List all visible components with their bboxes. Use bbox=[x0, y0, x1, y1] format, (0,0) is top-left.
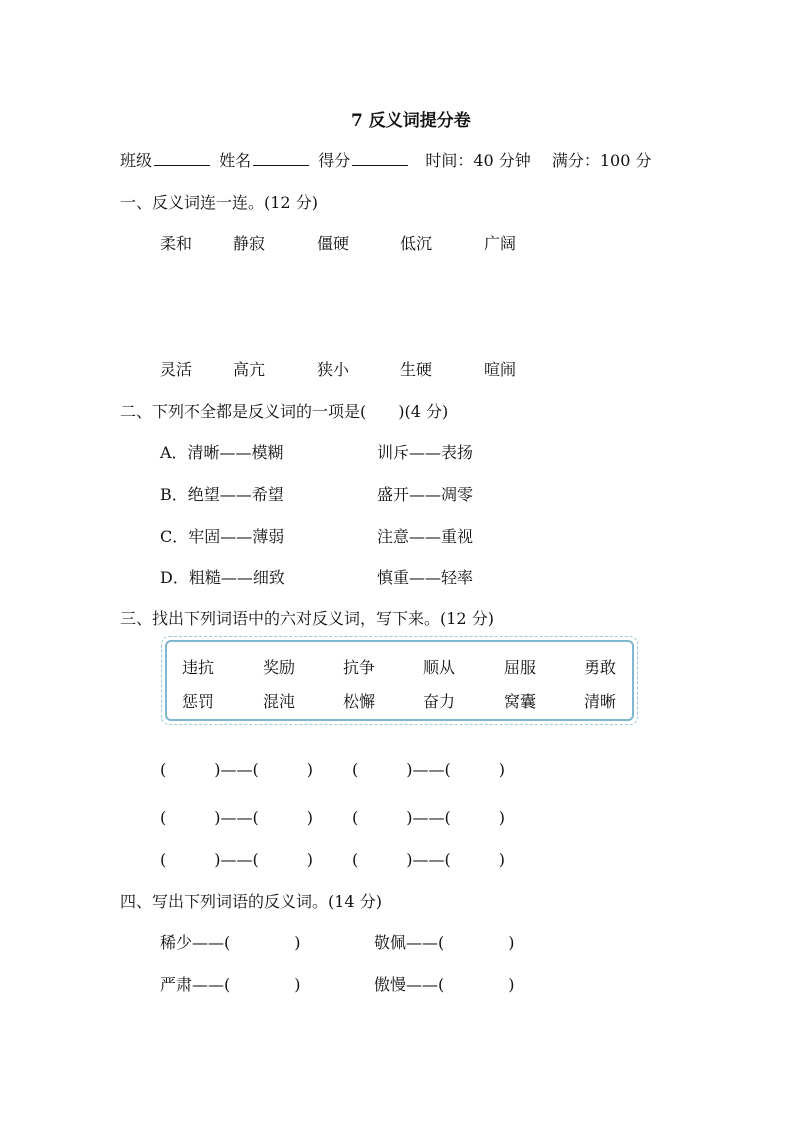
page-title: 7 反义词提分卷 bbox=[351, 111, 471, 131]
q3-box-word: 清晰 bbox=[584, 692, 617, 711]
q2-option-b[interactable]: B．绝望——希望 bbox=[160, 485, 284, 504]
q3-box-word: 惩罚 bbox=[182, 692, 215, 711]
q2-option-d[interactable]: D．粗糙——细致 bbox=[160, 568, 285, 587]
q3-box-word: 松懈 bbox=[343, 692, 376, 711]
q1-bottom-word[interactable]: 灵活 bbox=[160, 360, 193, 379]
q4-heading: 四、写出下列词语的反义词。(14 分) bbox=[120, 892, 382, 911]
q3-answer-pair[interactable]: ( )——( ) bbox=[160, 808, 313, 827]
q3-box-word: 顺从 bbox=[423, 658, 456, 677]
name-blank[interactable] bbox=[253, 151, 309, 166]
full-score: 满分：100 分 bbox=[551, 151, 652, 170]
q3-answer-pair[interactable]: ( )——( ) bbox=[352, 808, 505, 827]
q3-answer-pair[interactable]: ( )——( ) bbox=[352, 760, 505, 779]
q4-item[interactable]: 傲慢——( ) bbox=[374, 975, 515, 994]
q3-answer-pair[interactable]: ( )——( ) bbox=[352, 850, 505, 869]
q2-option-c[interactable]: C．牢固——薄弱 bbox=[160, 527, 285, 546]
q3-box-word: 抗争 bbox=[343, 658, 376, 677]
q3-answer-pair[interactable]: ( )——( ) bbox=[160, 850, 313, 869]
q2-option-d-second: 慎重——轻率 bbox=[377, 568, 474, 587]
student-info-line bbox=[120, 148, 652, 171]
q3-box-word: 屈服 bbox=[504, 658, 537, 677]
q1-bottom-word[interactable]: 喧闹 bbox=[484, 360, 517, 379]
q2-option-a[interactable]: A．清晰——模糊 bbox=[160, 443, 284, 462]
q1-bottom-word[interactable]: 狭小 bbox=[317, 360, 350, 379]
q3-box-word: 违抗 bbox=[182, 658, 215, 677]
time-limit: 时间：40 分钟 bbox=[425, 151, 531, 170]
q3-box-word: 勇敢 bbox=[584, 658, 617, 677]
q4-item[interactable]: 严肃——( ) bbox=[160, 975, 301, 994]
q3-box-word: 混沌 bbox=[263, 692, 296, 711]
q2-heading: 二、下列不全都是反义词的一项是( )(4 分) bbox=[120, 402, 449, 421]
q3-heading: 三、找出下列词语中的六对反义词，写下来。(12 分) bbox=[120, 609, 494, 628]
q1-top-word[interactable]: 柔和 bbox=[160, 234, 193, 253]
q4-item[interactable]: 稀少——( ) bbox=[160, 933, 301, 952]
q4-item[interactable]: 敬佩——( ) bbox=[374, 933, 515, 952]
q2-option-a-second: 训斥——表扬 bbox=[377, 443, 474, 462]
class-label: 班级 bbox=[120, 151, 153, 170]
q3-box-word: 窝囊 bbox=[504, 692, 537, 711]
q3-box-word: 奖励 bbox=[263, 658, 296, 677]
q1-bottom-word[interactable]: 高亢 bbox=[233, 360, 266, 379]
q3-answer-pair[interactable]: ( )——( ) bbox=[160, 760, 313, 779]
q3-word-box bbox=[165, 640, 634, 721]
score-label: 得分 bbox=[318, 151, 351, 170]
q1-top-word[interactable]: 僵硬 bbox=[317, 234, 350, 253]
q1-top-word[interactable]: 低沉 bbox=[400, 234, 433, 253]
q1-bottom-word[interactable]: 生硬 bbox=[400, 360, 433, 379]
q1-heading: 一、反义词连一连。(12 分) bbox=[120, 193, 318, 212]
q1-top-word[interactable]: 广阔 bbox=[484, 234, 517, 253]
name-label: 姓名 bbox=[219, 151, 252, 170]
class-blank[interactable] bbox=[154, 151, 210, 166]
q3-box-word: 奋力 bbox=[423, 692, 456, 711]
q2-option-c-second: 注意——重视 bbox=[377, 527, 474, 546]
q2-option-b-second: 盛开——凋零 bbox=[377, 485, 474, 504]
q1-top-word[interactable]: 静寂 bbox=[233, 234, 266, 253]
score-blank[interactable] bbox=[352, 151, 408, 166]
